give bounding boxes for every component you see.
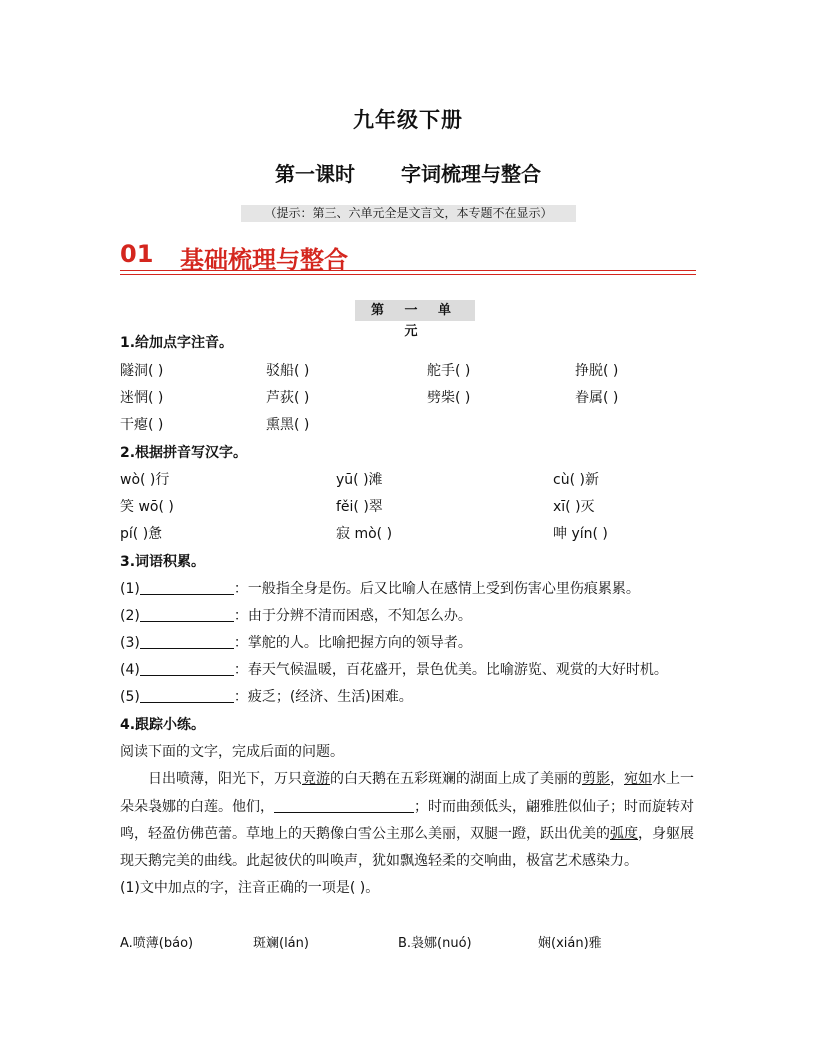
q2-item: 呻 yín( ): [553, 526, 608, 542]
q4-subquestion: (1)文中加点的字，注音正确的一项是( )。: [120, 880, 380, 896]
q2-item: fěi( )翠: [336, 499, 383, 515]
question-4-heading: 4.跟踪小练。: [120, 717, 206, 733]
page-title: 九年级下册: [353, 108, 463, 132]
section-header: [120, 240, 696, 276]
section-rule: [120, 270, 696, 271]
passage-text: 的白天鹅在五彩斑斓的湖面上成了美丽的: [330, 771, 582, 787]
item-definition: ：由于分辨不清而困惑，不知怎么办。: [233, 608, 472, 624]
q4-intro: 阅读下面的文字，完成后面的问题。: [120, 744, 344, 760]
q3-item: [120, 632, 472, 652]
q2-item: wò( )行: [120, 472, 170, 488]
section-title: 基础梳理与整合: [180, 246, 348, 274]
q2-item: cù( )新: [553, 472, 599, 488]
lesson-topic: 字词梳理与整合: [401, 162, 541, 186]
passage-text: 鸣，轻盈仿佛芭蕾。草地上的天鹅像白雪公主那么美丽，双腿一蹬，跃出优美的: [120, 826, 610, 842]
item-number: (5): [120, 689, 140, 705]
option-a-second: 斑斓(lán): [253, 936, 309, 951]
lesson-subtitle: [0, 158, 816, 187]
item-number: (3): [120, 635, 140, 651]
lesson-number: 第一课时: [275, 162, 355, 186]
q2-item: 寂 mò( ): [336, 526, 393, 542]
passage-text: ；时而曲颈低头，翩雅胜似仙子；时而旋转对: [414, 799, 694, 815]
q3-item: [120, 578, 640, 598]
option-b[interactable]: B.袅娜(nuó): [398, 936, 472, 951]
item-number: (1): [120, 581, 140, 597]
underlined-word: 竟游: [302, 771, 330, 787]
passage-line: [120, 768, 696, 788]
passage-text: 朵朵袅娜的白莲。他们，: [120, 799, 274, 815]
item-definition: ：一般指全身是伤。后又比喻人在感情上受到伤害心里伤痕累累。: [233, 581, 640, 597]
underlined-word: 剪影: [582, 771, 610, 787]
q1-item: 眷属( ): [575, 390, 619, 406]
q1-item: 迷惘( ): [120, 390, 164, 406]
answer-blank[interactable]: [140, 607, 234, 622]
passage-text: ，: [610, 771, 624, 787]
passage-line: 现天鹅完美的曲线。此起彼伏的叫唤声，犹如飘逸轻柔的交响曲，极富艺术感染力。: [120, 853, 638, 869]
hint-note: （提示：第三、六单元全是文言文，本专题不在显示）: [241, 205, 576, 222]
question-1-heading: 1.给加点字注音。: [120, 335, 234, 351]
answer-blank[interactable]: [140, 634, 234, 649]
q1-item: 芦荻( ): [266, 390, 310, 406]
answer-blank[interactable]: [274, 798, 414, 813]
unit-label: 第 一 单 元: [355, 300, 475, 321]
q3-item: [120, 659, 668, 679]
q2-item: yū( )滩: [336, 472, 383, 488]
underlined-word: 宛如: [624, 771, 652, 787]
q3-item: [120, 686, 413, 706]
underlined-word: 弧度: [610, 826, 638, 842]
q2-item: xī( )灭: [553, 499, 595, 515]
q1-item: 驳船( ): [266, 363, 310, 379]
question-2-heading: 2.根据拼音写汉字。: [120, 445, 248, 461]
answer-blank[interactable]: [140, 661, 234, 676]
q1-item: 干瘪( ): [120, 417, 164, 433]
q1-item: 挣脱( ): [575, 363, 619, 379]
q1-item: 劈柴( ): [427, 390, 471, 406]
q2-item: 笑 wō( ): [120, 499, 174, 515]
answer-blank[interactable]: [140, 688, 234, 703]
q3-item: [120, 605, 472, 625]
passage-text: ，身躯展: [638, 826, 694, 842]
section-number: 01: [120, 240, 154, 268]
answer-blank[interactable]: [140, 580, 234, 595]
section-rule-thin: [120, 274, 696, 275]
q1-item: 隧洞( ): [120, 363, 164, 379]
passage-text: 水上一: [652, 771, 694, 787]
item-definition: ：掌舵的人。比喻把握方向的领导者。: [233, 635, 472, 651]
item-definition: ：疲乏；(经济、生活)困难。: [233, 689, 413, 705]
q2-item: pí( )惫: [120, 526, 163, 542]
q1-item: 舵手( ): [427, 363, 471, 379]
passage-line: [120, 796, 696, 816]
item-definition: ：春天气候温暖，百花盛开，景色优美。比喻游览、观赏的大好时机。: [233, 662, 668, 678]
q1-item: 熏黑( ): [266, 417, 310, 433]
question-3-heading: 3.词语积累。: [120, 554, 206, 570]
item-number: (4): [120, 662, 140, 678]
option-b-second: 娴(xián)雅: [538, 936, 602, 951]
item-number: (2): [120, 608, 140, 624]
passage-text: 日出喷薄，阳光下，万只: [148, 771, 302, 787]
option-a[interactable]: A.喷薄(báo): [120, 936, 194, 951]
passage-line: [120, 823, 696, 843]
